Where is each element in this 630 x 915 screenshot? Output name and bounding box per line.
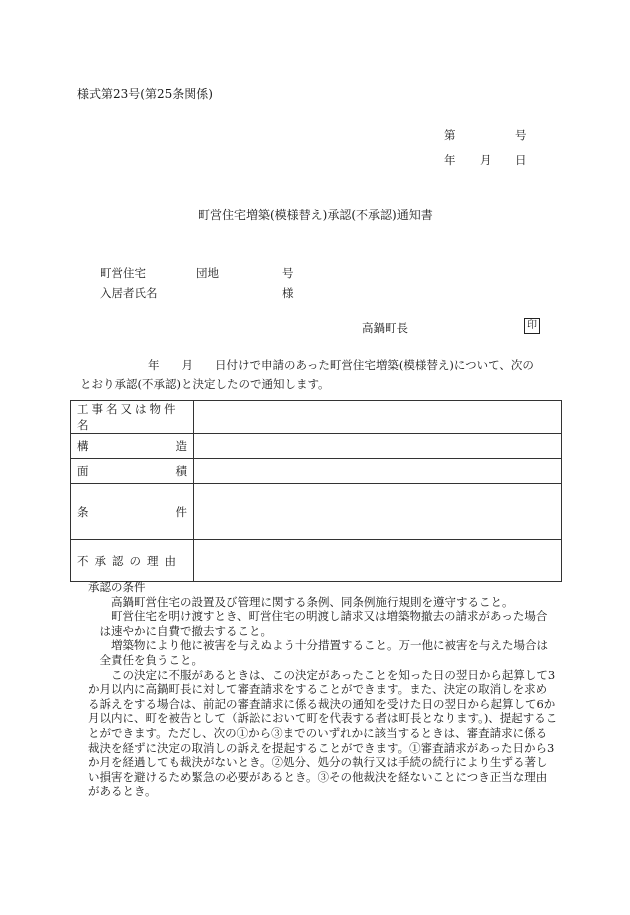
room-number-label: 号 [282, 266, 294, 280]
structure-label-a: 構 [77, 439, 89, 453]
condition-value [194, 484, 562, 540]
housing-label: 町営住宅 [100, 266, 146, 280]
complex-label: 団地 [196, 266, 219, 280]
form-number: 様式第23号(第25条関係) [77, 87, 213, 101]
appeal-notice: この決定に不服があるときは、この決定があったことを知った日の翌日から起算して3か月以内に高鍋町長に対して審査請求をすることができます。また、決定の取消しを求める訴えをする場合は、前記の審査請求に係る裁決の通知を受けた日の翌日から起算して6か月以内に、町を被告として（訴訟において町を代表する者は町長となります。)、提起することができます。ただし、次の①から③までのいずれかに該当するときは、審査請求に係る裁決を経ずに決定の取消しの訴えを提起することができます。①審査請求があった日から3か月を経過しても裁決がないとき。②処分、処分の執行又は手続の続行により生ずる著しい損害を避けるため緊急の必要があるとき。③その他裁決を経ないことにつき正当な理由があるとき。 [88, 667, 558, 799]
area-label-b: 積 [175, 464, 187, 478]
info-table [70, 400, 562, 582]
area-label [71, 459, 194, 484]
table-row [71, 434, 562, 459]
rejection-reason-text: 不承認の理由 [77, 553, 182, 568]
area-value [194, 459, 562, 484]
seal-mark: 印 [524, 318, 540, 334]
work-name-label [71, 401, 194, 434]
document-number-suffix: 号 [515, 128, 527, 142]
date-month: 月 [480, 153, 492, 167]
structure-label [71, 434, 194, 459]
table-row [71, 401, 562, 434]
body-month: 月 [181, 358, 193, 372]
structure-value [194, 434, 562, 459]
resident-name-label: 入居者氏名 [100, 286, 158, 300]
area-label-a: 面 [77, 464, 89, 478]
condition-item: 高鍋町営住宅の設置及び管理に関する条例、同条例施行規則を遵守すること。 [111, 594, 514, 609]
condition-label [71, 484, 194, 540]
honorific: 様 [282, 286, 294, 300]
condition-item: 町営住宅を明け渡すとき、町営住宅の明渡し請求又は増築物撤去の請求があった場合は速やかに自費で撤去すること。 [99, 609, 548, 638]
condition-label-b: 件 [175, 504, 187, 519]
condition-item: 増築物により他に被害を与えぬよう十分措置すること。万一他に被害を与えた場合は全責任を負うこと。 [99, 638, 548, 667]
table-row [71, 484, 562, 540]
date-day: 日 [515, 153, 527, 167]
rejection-reason-value [194, 540, 562, 582]
date-year: 年 [444, 153, 456, 167]
structure-label-b: 造 [175, 439, 187, 453]
approval-conditions [88, 580, 558, 799]
issuer-name: 高鍋町長 [362, 321, 408, 335]
table-row [71, 459, 562, 484]
document-number-prefix: 第 [444, 128, 456, 142]
work-name-value [194, 401, 562, 434]
work-name-text: 工事名又は物件名 [77, 402, 179, 432]
table-row [71, 540, 562, 582]
condition-label-a: 条 [77, 504, 89, 519]
body-paragraph [80, 356, 558, 394]
rejection-reason-label [71, 540, 194, 582]
conditions-heading: 承認の条件 [88, 580, 146, 594]
document-title: 町営住宅増築(模様替え)承認(不承認)通知書 [198, 208, 433, 222]
body-year: 年 [148, 358, 160, 372]
body-line2: とおり承認(不承認)と決定したので通知します。 [80, 377, 330, 391]
body-line1: 日付けで申請のあった町営住宅増築(模様替え)について、次の [215, 358, 534, 372]
